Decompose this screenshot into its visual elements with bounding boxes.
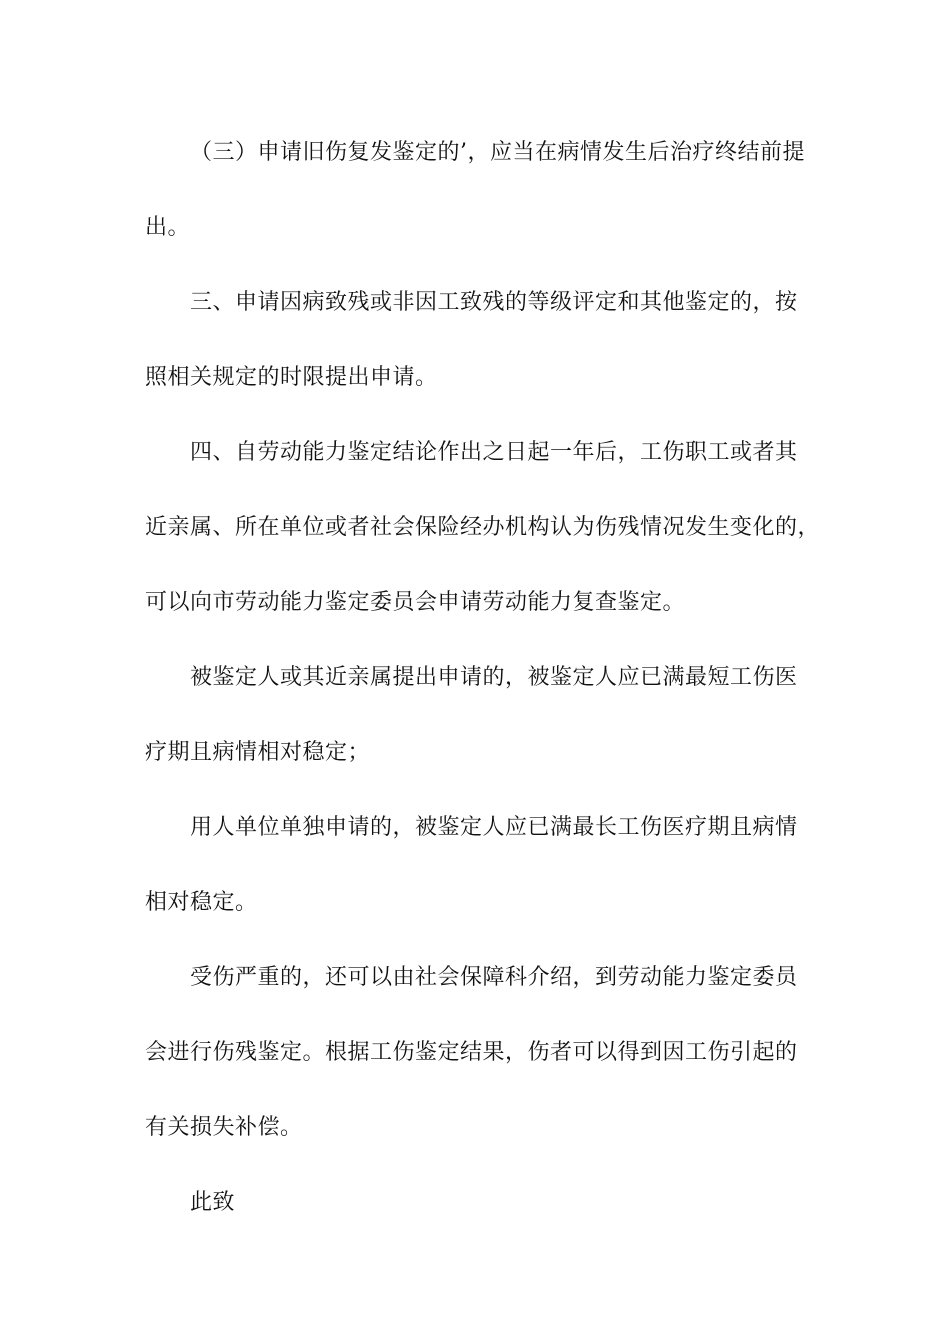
paragraph-3-line-3: 可以向市劳动能力鉴定委员会申请劳动能力复查鉴定。 [145,590,686,615]
paragraph-4-line-2: 疗期且病情相对稳定； [145,740,371,765]
paragraph-1-line-1: （三）申请旧伤复发鉴定的’，应当在病情发生后治疗终结前提 [190,140,805,165]
paragraph-5-line-2: 相对稳定。 [145,890,258,915]
paragraph-3-line-1: 四、自劳动能力鉴定结论作出之日起一年后，工伤职工或者其 [190,440,798,465]
closing-salutation: 此致 [190,1190,236,1215]
paragraph-4-line-1: 被鉴定人或其近亲属提出申请的，被鉴定人应已满最短工伤医 [190,665,798,690]
paragraph-2-line-2: 照相关规定的时限提出申请。 [145,365,438,390]
paragraph-6-line-3: 有关损失补偿。 [145,1115,303,1140]
paragraph-5-line-1: 用人单位单独申请的，被鉴定人应已满最长工伤医疗期且病情 [190,815,798,840]
paragraph-6-line-2: 会进行伤残鉴定。根据工伤鉴定结果，伤者可以得到因工伤引起的 [145,1040,798,1065]
paragraph-3-line-2: 近亲属、所在单位或者社会保险经办机构认为伤残情况发生变化的， [145,515,821,540]
paragraph-1-line-2: 出。 [145,215,191,240]
paragraph-6-line-1: 受伤严重的，还可以由社会保障科介绍，到劳动能力鉴定委员 [190,965,798,990]
paragraph-2-line-1: 三、申请因病致残或非因工致残的等级评定和其他鉴定的，按 [190,290,798,315]
